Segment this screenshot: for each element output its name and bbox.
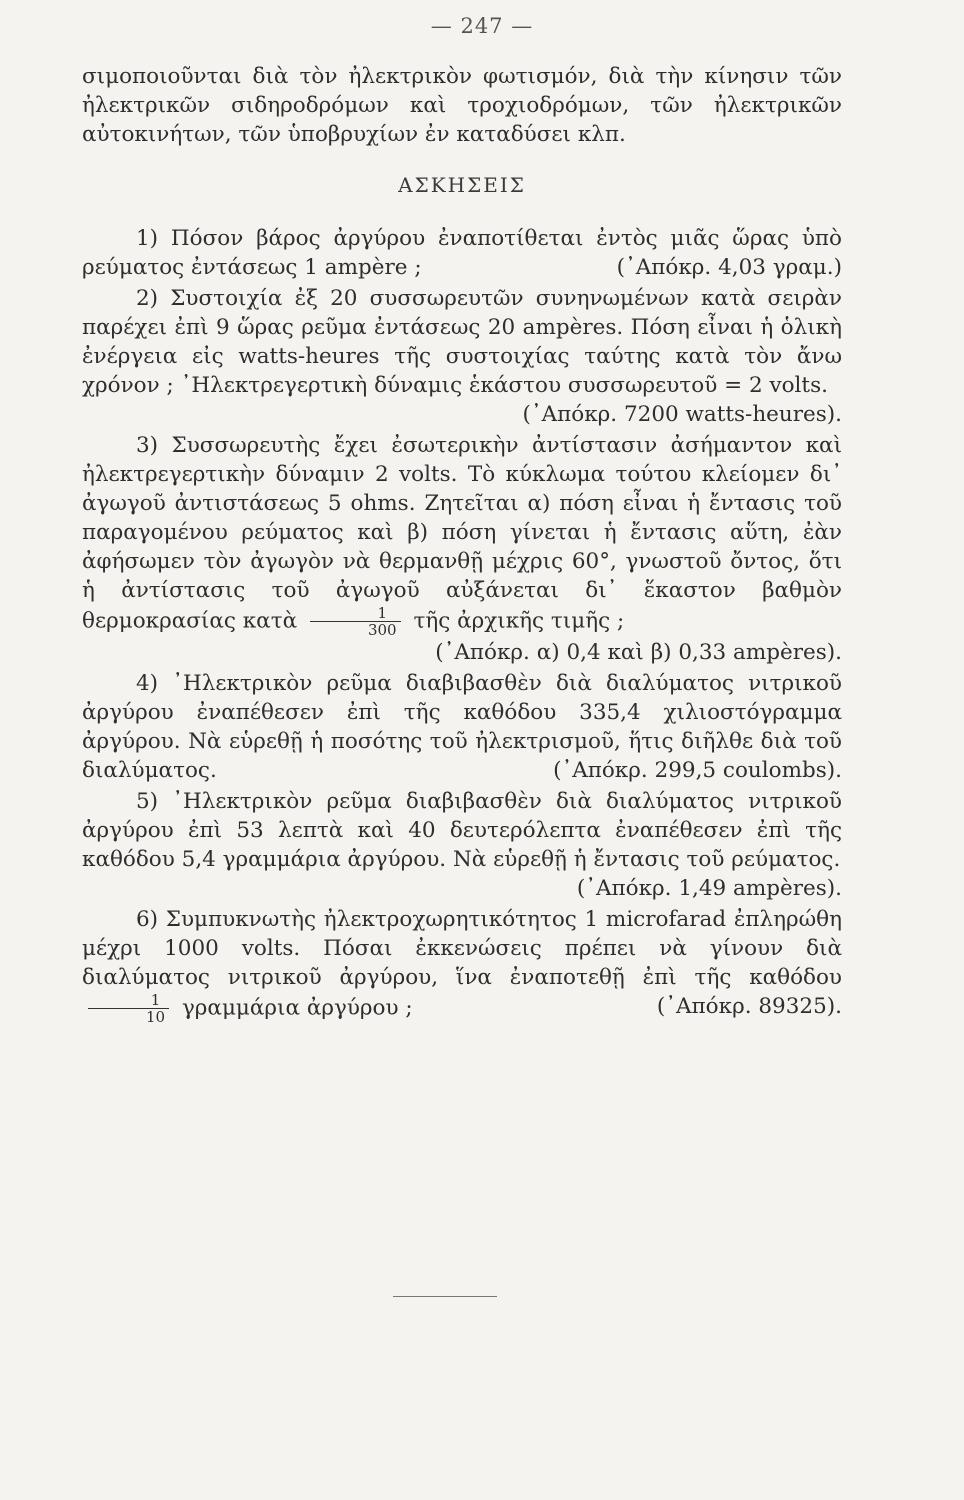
exercise-1-answer: (᾿Απόκρ. 4,03 γραμ.): [616, 255, 842, 280]
exercise-5-answer: (᾿Απόκρ. 1,49 ampères).: [576, 876, 842, 901]
exercise-3-text: 3) Συσσωρευτὴς ἔχει ἐσωτερικὴν ἀντίστασιν ἀσήμαντον καὶ ἠλεκτρεγερτικὴν δύναμιν 2 volts. Τὸ κύκλωμα τούτου κλείομεν δι᾿ ἀγωγοῦ ἀντιστάσεως 5 ohms. Ζητεῖται α) πόση εἶναι ἡ ἔντασις τοῦ παραγομένου ρεύματος καὶ β) πόση γίνεται ἡ ἔντασις αὕτη, ἐὰν ἀφήσωμεν τὸν ἀγωγὸν νὰ θερμανθῇ μέχρις 60°, γνωστοῦ ὄντος, ὅτι ἡ ἀντίστασις τοῦ ἀγωγοῦ αὐξάνεται δι᾿ ἕκαστον βαθμὸν θερμοκρασίας κατὰ: [82, 433, 842, 634]
fraction: [88, 992, 169, 1025]
exercise-2-answer: (᾿Απόκρ. 7200 watts-heures).: [522, 402, 842, 427]
fraction-numerator: 1: [310, 605, 401, 622]
intro-paragraph: σιμοποιοῦνται διὰ τὸν ἠλεκτρικὸν φωτισμόν, διὰ τὴν κίνησιν τῶν ἠλεκτρικῶν σιδηροδρόμων καὶ τροχιοδρόμων, τῶν ἠλεκτρικῶν αὐτοκινήτων, τῶν ὑποβρυχίων ἐν καταδύσει κλπ.: [82, 64, 842, 147]
exercise-4: [82, 669, 842, 785]
exercise-6-answer: (᾿Απόκρ. 89325).: [656, 994, 842, 1019]
exercise-6-text: 6) Συμπυκνωτὴς ἠλεκτροχωρητικότητος 1 microfarad ἐπληρώθη μέχρι 1000 volts. Πόσαι ἐκκενώσεις πρέπει νὰ γίνουν διὰ διαλύματος νιτρικοῦ ἀργύρου, ἵνα ἐναποτεθῇ ἐπὶ τῆς καθόδου: [82, 907, 842, 990]
fraction-numerator: 1: [88, 992, 169, 1009]
exercise-5-text: 5) ᾿Ηλεκτρικὸν ρεῦμα διαβιβασθὲν διὰ διαλύματος νιτρικοῦ ἀργύρου ἐπὶ 53 λεπτὰ καὶ 40 δευτερόλεπτα ἐναπέθεσεν ἐπὶ τῆς καθόδου 5,4 γραμμάρια ἀργύρου. Νὰ εὑρεθῇ ἡ ἔντασις τοῦ ρεύματος.: [82, 789, 842, 872]
fraction-denominator: 10: [146, 1008, 166, 1026]
page-number: — 247 —: [430, 14, 534, 38]
exercise-6-text-end: γραμμάρια ἀργύρου ;: [181, 995, 413, 1021]
exercise-3-answer: (᾿Απόκρ. α) 0,4 καὶ β) 0,33 ampères).: [435, 640, 842, 665]
exercise-4-text: 4) ᾿Ηλεκτρικὸν ρεῦμα διαβιβασθὲν διὰ διαλύματος νιτρικοῦ ἀργύρου ἐναπέθεσεν ἐπὶ τῆς καθόδου 335,4 χιλιοστόγραμμα ἀργύρου. Νὰ εὑρεθῇ ἡ ποσότης τοῦ ἠλεκτρισμοῦ, ἥτις διῆλθε διὰ τοῦ διαλύματος.: [82, 671, 842, 783]
fraction-denominator: 300: [367, 621, 397, 639]
exercise-3: [82, 431, 842, 667]
exercise-5: [82, 787, 842, 903]
exercise-4-answer: (᾿Απόκρ. 299,5 coulombs).: [553, 758, 842, 783]
exercise-6: [82, 905, 842, 1025]
end-rule: [393, 1296, 497, 1297]
exercise-1-text: 1) Πόσον βάρος ἀργύρου ἐναποτίθεται ἐντὸς μιᾶς ὥρας ὑπὸ ρεύματος ἐντάσεως 1 ampère ;: [82, 226, 842, 280]
exercise-2-text: 2) Συστοιχία ἐξ 20 συσσωρευτῶν συνηνωμένων κατὰ σειρὰν παρέχει ἐπὶ 9 ὥρας ρεῦμα ἐντάσεως 20 ampères. Πόση εἶναι ἡ ὁλικὴ ἐνέργεια εἰς watts-heures τῆς συστοιχίας ταύτης κατὰ τὸν ἄνω χρόνον ; ᾿Ηλεκτρεγερτικὴ δύναμις ἑκάστου συσσωρευτοῦ = 2 volts.: [82, 286, 842, 398]
exercise-1: [82, 224, 842, 282]
section-heading: ΑΣΚΗΣΕΙΣ: [398, 173, 526, 197]
exercise-2: [82, 284, 842, 429]
exercise-3-text-end: τῆς ἀρχικῆς τιμῆς ;: [413, 608, 625, 634]
page-body: [82, 62, 842, 1027]
fraction: [310, 605, 401, 638]
